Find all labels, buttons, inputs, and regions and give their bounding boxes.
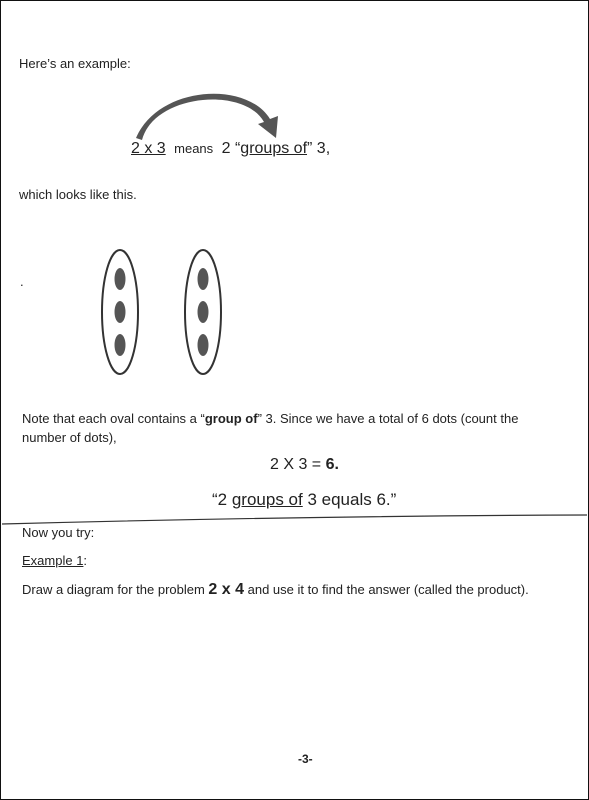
example-colon: : bbox=[83, 553, 88, 568]
page-number: -3- bbox=[298, 752, 313, 766]
quote-line bbox=[212, 490, 396, 510]
example-heading bbox=[22, 553, 87, 568]
dot bbox=[198, 301, 209, 323]
means-lead: 2 “ bbox=[221, 140, 241, 157]
note-text-b: ” 3. Since we have a total of 6 dots (count the bbox=[257, 411, 519, 426]
expression: 2 x 3 bbox=[131, 140, 166, 157]
means-tail: ” 3, bbox=[307, 140, 331, 157]
note-group-of: group of bbox=[204, 411, 258, 426]
dot bbox=[198, 334, 209, 356]
example-label: Example 1 bbox=[22, 553, 84, 568]
equation bbox=[270, 456, 339, 474]
intro-text: Here’s an example: bbox=[19, 56, 131, 71]
dot bbox=[198, 268, 209, 290]
dot bbox=[115, 334, 126, 356]
curved-arrow-icon bbox=[136, 92, 282, 142]
means-word: means bbox=[174, 141, 214, 156]
stray-dot: . bbox=[20, 274, 24, 289]
now-you-try: Now you try: bbox=[22, 525, 95, 540]
note-line-2: number of dots), bbox=[22, 430, 117, 445]
equation-lhs: 2 X 3 = bbox=[270, 456, 326, 473]
note-line-1 bbox=[22, 411, 518, 426]
note-text-a: Note that each oval contains a “ bbox=[22, 411, 205, 426]
quote-groups-of: groups of bbox=[231, 490, 303, 509]
draw-text-b: and use it to find the answer (called the product). bbox=[244, 582, 529, 597]
quote-tail: 3 equals 6.” bbox=[302, 490, 397, 509]
draw-text-a: Draw a diagram for the problem bbox=[22, 582, 209, 597]
oval-group-1 bbox=[102, 250, 138, 374]
quote-open: “2 bbox=[212, 490, 232, 509]
groups-of-phrase: groups of bbox=[240, 140, 308, 157]
equation-result: 6. bbox=[325, 456, 339, 473]
draw-instruction bbox=[22, 581, 529, 599]
dot bbox=[115, 301, 126, 323]
groups-diagram bbox=[95, 245, 235, 380]
draw-problem: 2 x 4 bbox=[208, 581, 245, 598]
means-line bbox=[131, 140, 330, 158]
dot bbox=[115, 268, 126, 290]
looks-like-text: which looks like this. bbox=[19, 187, 137, 202]
oval-group-2 bbox=[185, 250, 221, 374]
